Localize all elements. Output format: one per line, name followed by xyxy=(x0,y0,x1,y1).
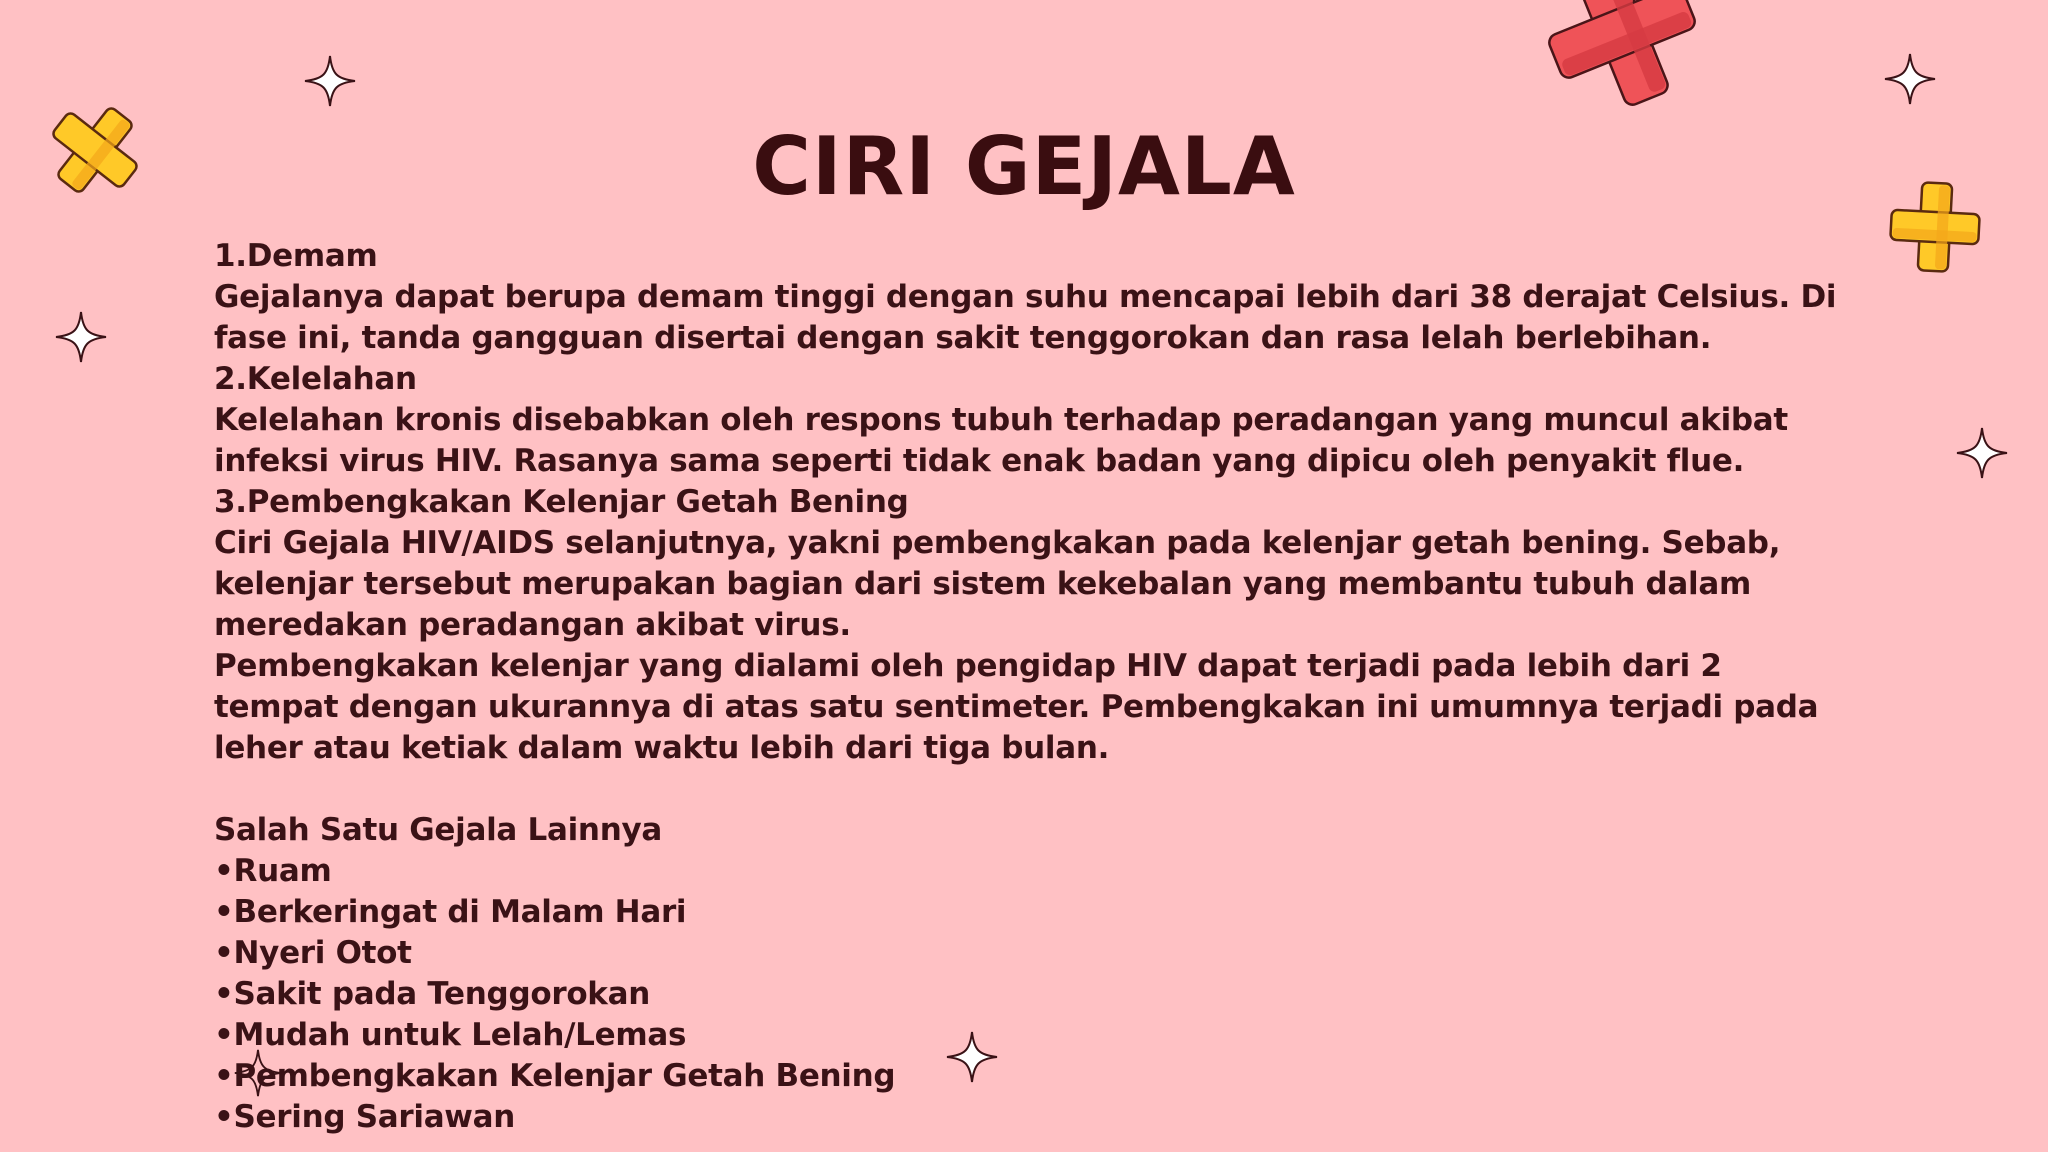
list-item: •Sakit pada Tenggorokan xyxy=(214,976,651,1012)
paragraph-line: kelenjar tersebut merupakan bagian dari sistem kekebalan yang membantu tubuh dalam xyxy=(214,566,1751,602)
paragraph-line: Ciri Gejala HIV/AIDS selanjutnya, yakni pembengkakan pada kelenjar getah bening. Sebab, xyxy=(214,525,1781,561)
section-heading-pembengkakan: 3.Pembengkakan Kelenjar Getah Bening xyxy=(214,484,909,520)
list-item: •Sering Sariawan xyxy=(214,1099,516,1135)
section-heading-kelelahan: 2.Kelelahan xyxy=(214,361,417,397)
paragraph-line: Kelelahan kronis disebabkan oleh respons tubuh terhadap peradangan yang muncul akibat xyxy=(214,402,1788,438)
sparkle-icon xyxy=(1955,426,2009,480)
list-item: •Nyeri Otot xyxy=(214,935,412,971)
paragraph-line: Pembengkakan kelenjar yang dialami oleh pengidap HIV dapat terjadi pada lebih dari 2 xyxy=(214,648,1722,684)
list-heading: Salah Satu Gejala Lainnya xyxy=(214,812,662,848)
list-item: •Pembengkakan Kelenjar Getah Bening xyxy=(214,1058,896,1094)
list-item: •Ruam xyxy=(214,853,332,889)
sparkle-icon xyxy=(1883,52,1937,106)
paragraph-line: tempat dengan ukurannya di atas satu sentimeter. Pembengkakan ini umumnya terjadi pada xyxy=(214,689,1819,725)
paragraph-line: infeksi virus HIV. Rasanya sama seperti tidak enak badan yang dipicu oleh penyakit flue. xyxy=(214,443,1745,479)
sparkle-icon xyxy=(303,54,357,108)
slide-body xyxy=(214,236,1837,1138)
paragraph-line: fase ini, tanda gangguan disertai dengan sakit tenggorokan dan rasa lelah berlebihan. xyxy=(214,320,1712,356)
list-item: •Berkeringat di Malam Hari xyxy=(214,894,687,930)
paragraph-line: Gejalanya dapat berupa demam tinggi dengan suhu mencapai lebih dari 38 derajat Celsius. Di xyxy=(214,279,1837,315)
spacer xyxy=(214,769,1734,810)
sparkle-icon xyxy=(54,310,108,364)
page-title: CIRI GEJALA xyxy=(752,120,1296,213)
red-cross-icon-top-right xyxy=(1530,0,1710,130)
list-item: •Mudah untuk Lelah/Lemas xyxy=(214,1017,687,1053)
paragraph-line: meredakan peradangan akibat virus. xyxy=(214,607,851,643)
paragraph-line: leher atau ketiak dalam waktu lebih dari tiga bulan. xyxy=(214,730,1110,766)
sparkle-icon xyxy=(233,1048,283,1098)
section-heading-demam: 1.Demam xyxy=(214,238,378,274)
